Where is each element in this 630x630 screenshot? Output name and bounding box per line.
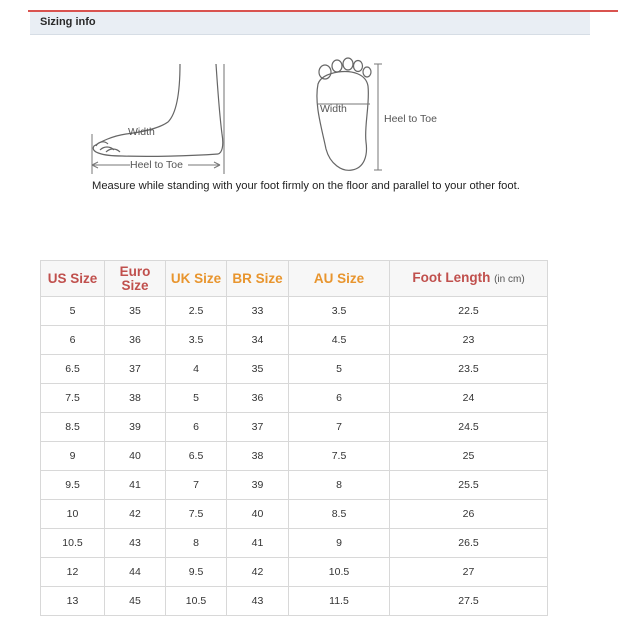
table-cell: 7 bbox=[289, 413, 390, 442]
table-cell: 10 bbox=[41, 500, 105, 529]
table-cell: 3.5 bbox=[166, 326, 227, 355]
table-cell: 6 bbox=[166, 413, 227, 442]
size-chart-table bbox=[40, 260, 548, 616]
table-cell: 5 bbox=[41, 297, 105, 326]
table-cell: 8 bbox=[289, 471, 390, 500]
table-cell: 36 bbox=[227, 384, 289, 413]
table-cell: 4 bbox=[166, 355, 227, 384]
header-br-size: BR Size bbox=[227, 261, 289, 297]
table-cell: 6 bbox=[289, 384, 390, 413]
table-cell: 38 bbox=[227, 442, 289, 471]
table-cell: 7.5 bbox=[289, 442, 390, 471]
table-cell: 7 bbox=[166, 471, 227, 500]
side-heel-to-toe-label: Heel to Toe bbox=[130, 159, 183, 171]
table-cell: 34 bbox=[227, 326, 289, 355]
table-cell: 23.5 bbox=[390, 355, 548, 384]
table-cell: 42 bbox=[105, 500, 166, 529]
table-cell: 26 bbox=[390, 500, 548, 529]
table-cell: 5 bbox=[289, 355, 390, 384]
table-cell: 5 bbox=[166, 384, 227, 413]
header-euro-size: Euro Size bbox=[105, 261, 166, 297]
sole-heel-to-toe-label: Heel to Toe bbox=[384, 113, 437, 125]
table-cell: 23 bbox=[390, 326, 548, 355]
table-cell: 9.5 bbox=[166, 558, 227, 587]
header-foot-length bbox=[390, 261, 548, 297]
table-row bbox=[41, 384, 548, 413]
table-cell: 41 bbox=[227, 529, 289, 558]
table-cell: 6.5 bbox=[41, 355, 105, 384]
table-cell: 26.5 bbox=[390, 529, 548, 558]
header-au-size: AU Size bbox=[289, 261, 390, 297]
table-cell: 35 bbox=[105, 297, 166, 326]
table-row bbox=[41, 297, 548, 326]
table-cell: 24.5 bbox=[390, 413, 548, 442]
table-cell: 25 bbox=[390, 442, 548, 471]
table-row bbox=[41, 500, 548, 529]
table-row bbox=[41, 587, 548, 616]
table-cell: 37 bbox=[105, 355, 166, 384]
header-foot-length-label: Foot Length bbox=[412, 269, 491, 285]
table-row bbox=[41, 471, 548, 500]
table-cell: 11.5 bbox=[289, 587, 390, 616]
table-body bbox=[41, 297, 548, 616]
table-cell: 43 bbox=[227, 587, 289, 616]
side-width-label: Width bbox=[128, 126, 155, 138]
table-cell: 8 bbox=[166, 529, 227, 558]
header-us-size: US Size bbox=[41, 261, 105, 297]
table-cell: 22.5 bbox=[390, 297, 548, 326]
panel-header bbox=[30, 12, 590, 35]
table-cell: 10.5 bbox=[166, 587, 227, 616]
table-row bbox=[41, 529, 548, 558]
table-cell: 41 bbox=[105, 471, 166, 500]
table-cell: 12 bbox=[41, 558, 105, 587]
table-cell: 40 bbox=[105, 442, 166, 471]
table-cell: 9 bbox=[41, 442, 105, 471]
table-cell: 27.5 bbox=[390, 587, 548, 616]
table-cell: 40 bbox=[227, 500, 289, 529]
foot-sole-view-icon bbox=[30, 34, 590, 184]
table-cell: 27 bbox=[390, 558, 548, 587]
table-row bbox=[41, 558, 548, 587]
table-cell: 6.5 bbox=[166, 442, 227, 471]
table-cell: 7.5 bbox=[41, 384, 105, 413]
table-cell: 10.5 bbox=[41, 529, 105, 558]
table-cell: 13 bbox=[41, 587, 105, 616]
table-cell: 39 bbox=[105, 413, 166, 442]
table-cell: 8.5 bbox=[41, 413, 105, 442]
table-cell: 35 bbox=[227, 355, 289, 384]
table-cell: 8.5 bbox=[289, 500, 390, 529]
table-cell: 33 bbox=[227, 297, 289, 326]
table-header-row bbox=[41, 261, 548, 297]
table-row bbox=[41, 442, 548, 471]
table-cell: 4.5 bbox=[289, 326, 390, 355]
table-cell: 6 bbox=[41, 326, 105, 355]
panel-title: Sizing info bbox=[40, 16, 96, 28]
sole-width-label: Width bbox=[320, 103, 347, 115]
table-cell: 37 bbox=[227, 413, 289, 442]
table-cell: 3.5 bbox=[289, 297, 390, 326]
table-cell: 2.5 bbox=[166, 297, 227, 326]
foot-measure-illustration bbox=[30, 34, 590, 244]
header-foot-length-unit: (in cm) bbox=[494, 273, 525, 285]
sizing-info-panel bbox=[30, 12, 590, 252]
table-cell: 10.5 bbox=[289, 558, 390, 587]
measure-caption: Measure while standing with your foot firmly on the floor and parallel to your other foot. bbox=[92, 180, 520, 192]
table-row bbox=[41, 413, 548, 442]
table-row bbox=[41, 326, 548, 355]
table-cell: 7.5 bbox=[166, 500, 227, 529]
table-cell: 45 bbox=[105, 587, 166, 616]
table-cell: 36 bbox=[105, 326, 166, 355]
header-uk-size: UK Size bbox=[166, 261, 227, 297]
table-cell: 44 bbox=[105, 558, 166, 587]
table-cell: 38 bbox=[105, 384, 166, 413]
table-cell: 43 bbox=[105, 529, 166, 558]
table-cell: 9 bbox=[289, 529, 390, 558]
table-cell: 9.5 bbox=[41, 471, 105, 500]
table-row bbox=[41, 355, 548, 384]
table-cell: 24 bbox=[390, 384, 548, 413]
table-cell: 42 bbox=[227, 558, 289, 587]
table-cell: 25.5 bbox=[390, 471, 548, 500]
table-cell: 39 bbox=[227, 471, 289, 500]
